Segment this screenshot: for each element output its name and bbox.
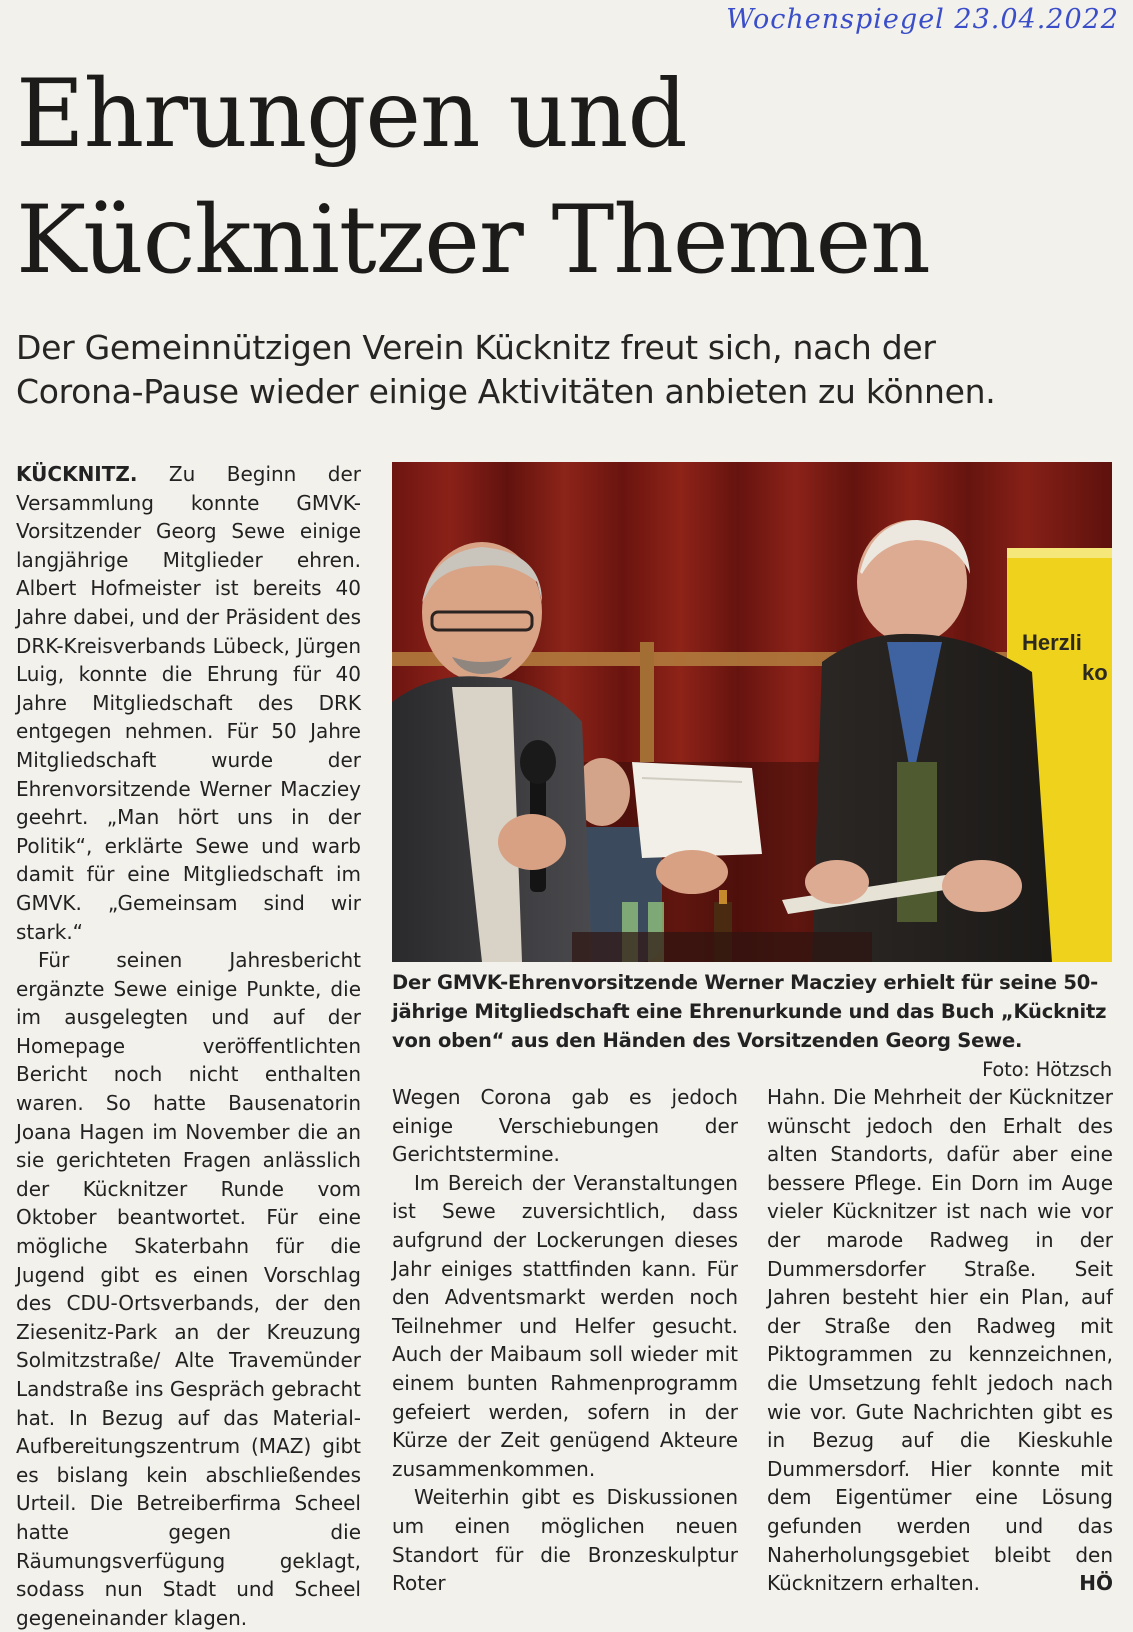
article-column-left <box>16 460 361 1632</box>
headline-line-2: Kücknitzer Themen <box>16 186 930 295</box>
photo-illustration <box>392 462 1112 962</box>
headline <box>16 52 930 304</box>
caption-text: Der GMVK-Ehrenvorsitzende Werner Macziey erhielt für seine 50-jährige Mitgliedschaft eine Ehrenurkunde und das Buch „Kücknitz von oben“ aus den Händen des Vorsitzenden Georg Sewe. <box>392 971 1107 1052</box>
article-paragraph-6 <box>767 1083 1113 1598</box>
article-column-middle <box>392 1083 738 1598</box>
banner-text-1: Herzli <box>1022 630 1082 655</box>
article-photo <box>392 462 1112 962</box>
photo-credit: Foto: Hötzsch <box>982 1058 1112 1081</box>
article-paragraph-1 <box>16 460 361 946</box>
article-paragraph-3: Wegen Corona gab es jedoch einige Verschiebungen der Gerichtstermine. <box>392 1085 738 1167</box>
banner-text-2: ko <box>1082 660 1108 685</box>
article-column-right <box>767 1083 1113 1598</box>
dateline: KÜCKNITZ. <box>16 462 138 486</box>
author-signature: HÖ <box>1079 1571 1113 1596</box>
article-paragraph-4: Im Bereich der Veranstaltungen ist Sewe zuversichtlich, dass aufgrund der Lockerungen dieses Jahr einiges stattfinden kann. Für den Adventsmarkt werden noch Teilnehmer und Helfer gesucht. Auch der Maibaum soll wieder mit einem bunten Rahmenprogramm gefeiert werden, sofern in der Kürze der Zeit genügend Akteure zusammenkommen. <box>392 1170 738 1481</box>
headline-line-1: Ehrungen und <box>16 60 687 169</box>
article-paragraph-5: Weiterhin gibt es Diskussionen um einen möglichen neuen Standort für die Bronzeskulptur Roter <box>392 1485 738 1596</box>
photo-caption <box>392 968 1112 1084</box>
handwritten-source-stamp: Wochenspiegel 23.04.2022 <box>726 4 1119 35</box>
subheadline: Der Gemeinnützigen Verein Kücknitz freut sich, nach der Corona-Pause wieder einige Aktivitäten anbieten zu können. <box>16 328 996 411</box>
paragraph-1-text: Zu Beginn der Versammlung konnte GMVK-Vorsitzender Georg Sewe einige langjährige Mitglieder ehren. Albert Hofmeister ist bereits 40 Jahre dabei, und der Präsident des DRK-Kreisverbands Lübeck, Jürgen Luig, konnte die Ehrung für 40 Jahre Mitgliedschaft des DRK entgegen nehmen. Für 50 Jahre Mitgliedschaft wurde der Ehrenvorsitzende Werner Macziey geehrt. „Man hört uns in der Politik“, erklärte Sewe und warb damit für eine Mitgliedschaft im GMVK. „Gemeinsam sind wir stark.“ <box>16 462 362 944</box>
paragraph-6-text: Hahn. Die Mehrheit der Kücknitzer wünscht jedoch den Erhalt des alten Standorts, dafür aber eine bessere Pflege. Ein Dorn im Auge vieler Kücknitzer ist nach wie vor der marode Radweg in der Dummersdorfer Straße. Seit Jahren besteht hier ein Plan, auf der Straße den Radweg mit Piktogrammen zu kennzeichnen, die Umsetzung fehlt jedoch nach wie vor. Gute Nachrichten gibt es in Bezug auf die Kieskuhle Dummersdorf. Hier konnte mit dem Eigentümer eine Lösung gefunden werden und das Naherholungsgebiet bleibt den Kücknitzern erhalten. <box>767 1085 1113 1596</box>
article-paragraph-2: Für seinen Jahresbericht ergänzte Sewe einige Punkte, die im ausgelegten und auf der Homepage veröffentlichten Bericht noch nicht enthalten waren. So hatte Bausenatorin Joana Hagen im November die an sie gerichteten Fragen anlässlich der Kücknitzer Runde vom Oktober beantwortet. Für eine mögliche Skaterbahn für die Jugend gibt es einen Vorschlag des CDU-Ortsverbands, der den Ziesenitz-Park an der Kreuzung Solmitzstraße/ Alte Travemünder Landstraße ins Gespräch gebracht hat. In Bezug auf das Material-Aufbereitungszentrum (MAZ) gibt es bislang kein abschließendes Urteil. Die Betreiberfirma Scheel hatte gegen die Räumungsverfügung geklagt, sodass nun Stadt und Scheel gegeneinander klagen. <box>16 948 361 1630</box>
